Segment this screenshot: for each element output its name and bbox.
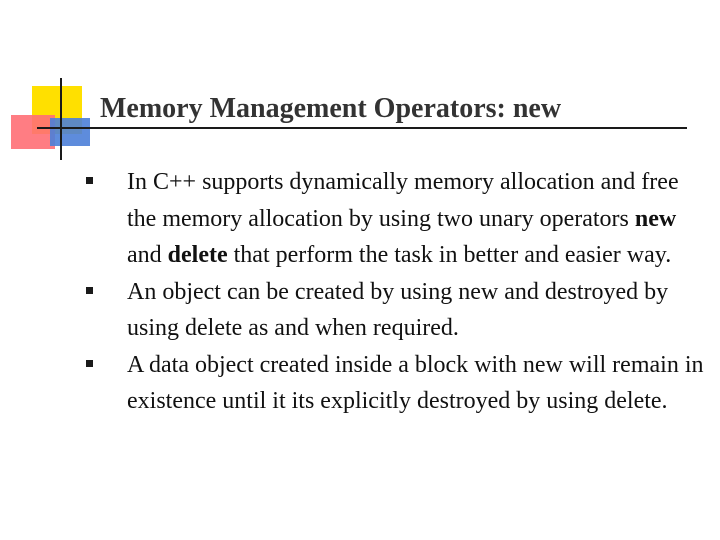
red-square — [11, 115, 55, 149]
slide-title: Memory Management Operators: new — [100, 93, 562, 124]
bullet-item — [86, 347, 706, 420]
bullet-item — [86, 164, 706, 274]
bullet-text — [127, 274, 706, 347]
keyword-new: new — [634, 205, 677, 232]
bullet-list — [86, 164, 706, 420]
keyword-delete: delete — [167, 242, 228, 268]
title-underline — [37, 127, 687, 129]
bullet-square-icon — [86, 287, 93, 294]
decorative-logo — [0, 0, 110, 170]
vertical-rule — [60, 78, 62, 160]
bullet-text-part: In C++ supports dynamically memory allocation and free the memory allocation by using two unary operators — [127, 169, 679, 232]
bullet-text — [127, 347, 706, 420]
bullet-text-part: that perform the task in better and easier way. — [227, 242, 672, 268]
bullet-text-part: An object can be created by using new and destroyed by using delete as and when required. — [127, 278, 669, 341]
bullet-square-icon — [86, 177, 93, 184]
bullet-text-part: A data object created inside a block with new will remain in existence until it its explicitly destroyed by using delete. — [127, 351, 704, 414]
blue-square — [50, 118, 90, 146]
bullet-text — [127, 164, 706, 274]
bullet-text-part: and — [127, 242, 168, 268]
bullet-square-icon — [86, 360, 93, 367]
bullet-item — [86, 274, 706, 347]
